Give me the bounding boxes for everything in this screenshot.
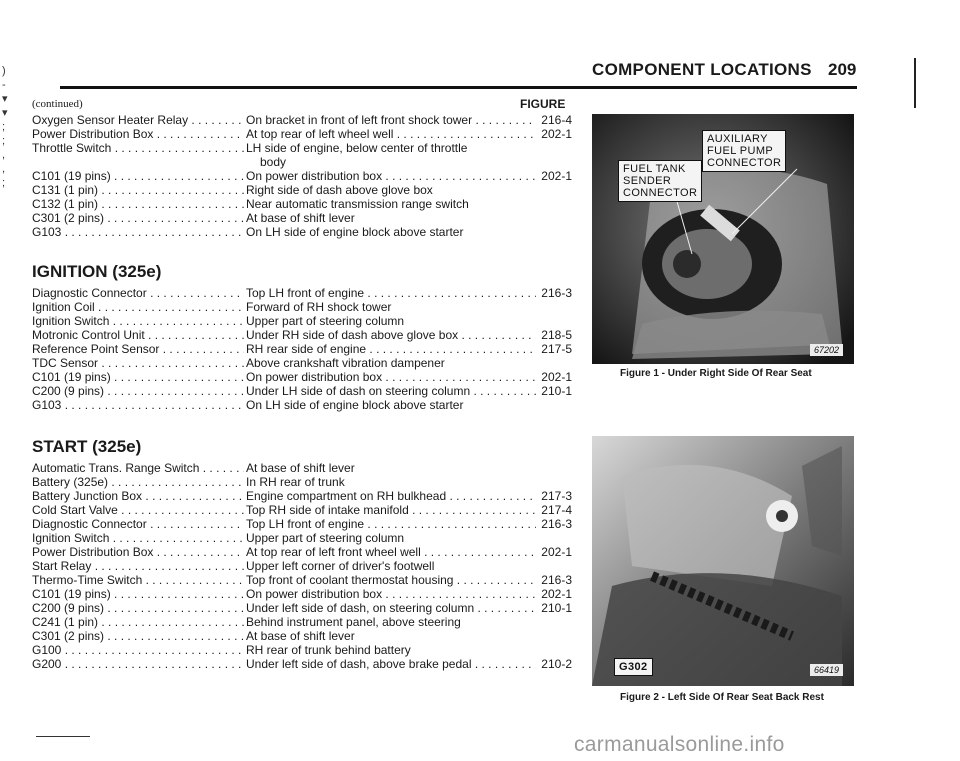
component-location: On LH side of engine block above starter bbox=[246, 225, 464, 239]
callout-line: AUXILIARY bbox=[707, 133, 768, 145]
component-name: C301 (2 pins) . . . bbox=[32, 629, 244, 643]
table-row bbox=[32, 587, 572, 601]
component-name: Automatic Trans. Range Switch . . . bbox=[32, 461, 244, 475]
table-row bbox=[32, 475, 572, 489]
component-name: Power Distribution Box . . . bbox=[32, 127, 244, 141]
figure1-photo bbox=[592, 114, 854, 364]
component-location: Top LH front of engine . . . bbox=[246, 286, 536, 300]
figure2-photo-art bbox=[592, 436, 854, 686]
table-row bbox=[32, 314, 572, 328]
component-name: C101 (19 pins) . . . bbox=[32, 169, 244, 183]
figure-ref: 216-3 bbox=[541, 517, 572, 531]
component-name: Ignition Switch . . . bbox=[32, 531, 244, 545]
table-row bbox=[32, 559, 572, 573]
component-location: Right side of dash above glove box bbox=[246, 183, 433, 197]
figure-ref: 210-1 bbox=[541, 384, 572, 398]
figure-ref: 210-2 bbox=[541, 657, 572, 671]
component-name: Ignition Switch . . . bbox=[32, 314, 244, 328]
component-name: G103 . . . bbox=[32, 398, 244, 412]
component-location: At base of shift lever bbox=[246, 461, 355, 475]
table-row bbox=[32, 127, 572, 141]
component-name: Throttle Switch . . . bbox=[32, 141, 244, 155]
component-name: Oxygen Sensor Heater Relay . . . bbox=[32, 113, 244, 127]
component-name: C200 (9 pins) . . . bbox=[32, 601, 244, 615]
component-name: Ignition Coil . . . bbox=[32, 300, 244, 314]
component-location: Under left side of dash, on steering column . . . bbox=[246, 601, 536, 615]
table-row bbox=[32, 169, 572, 183]
component-name: G103 . . . bbox=[32, 225, 244, 239]
header-rule bbox=[60, 86, 857, 89]
component-name: Diagnostic Connector . . . bbox=[32, 286, 244, 300]
table-row bbox=[32, 197, 572, 211]
component-name: Motronic Control Unit . . . bbox=[32, 328, 244, 342]
component-name: C301 (2 pins) . . . bbox=[32, 211, 244, 225]
component-name: Diagnostic Connector . . . bbox=[32, 517, 244, 531]
table-row bbox=[32, 342, 572, 356]
table-row bbox=[32, 384, 572, 398]
page-title: COMPONENT LOCATIONS bbox=[592, 60, 812, 79]
component-name: C241 (1 pin) . . . bbox=[32, 615, 244, 629]
figure-ref: 202-1 bbox=[541, 370, 572, 384]
figure-ref: 216-3 bbox=[541, 573, 572, 587]
component-name: Power Distribution Box . . . bbox=[32, 545, 244, 559]
component-location: Top RH side of intake manifold . . . bbox=[246, 503, 536, 517]
table-row bbox=[32, 398, 572, 412]
table-row bbox=[32, 183, 572, 197]
component-name: C200 (9 pins) . . . bbox=[32, 384, 244, 398]
component-location: Behind instrument panel, above steering bbox=[246, 615, 461, 629]
callout-g302: G302 bbox=[614, 658, 653, 676]
component-location: Above crankshaft vibration dampener bbox=[246, 356, 445, 370]
figure-ref: 202-1 bbox=[541, 169, 572, 183]
component-name: Battery (325e) . . . bbox=[32, 475, 244, 489]
component-location: Near automatic transmission range switch bbox=[246, 197, 469, 211]
component-location: In RH rear of trunk bbox=[246, 475, 345, 489]
component-name: Battery Junction Box . . . bbox=[32, 489, 244, 503]
callout-auxiliary-fuel-pump bbox=[702, 130, 786, 172]
figure-ref: 216-3 bbox=[541, 286, 572, 300]
table-row bbox=[32, 461, 572, 475]
component-name: G100 . . . bbox=[32, 643, 244, 657]
component-location: Under RH side of dash above glove box . . . bbox=[246, 328, 536, 342]
table-row bbox=[32, 286, 572, 300]
component-location: RH rear side of engine . . . bbox=[246, 342, 536, 356]
figure-ref: 218-5 bbox=[541, 328, 572, 342]
component-name: C101 (19 pins) . . . bbox=[32, 587, 244, 601]
continued-label: (continued) bbox=[32, 98, 83, 110]
table-row bbox=[32, 657, 572, 671]
component-location: At base of shift lever bbox=[246, 211, 355, 225]
component-name: C132 (1 pin) . . . bbox=[32, 197, 244, 211]
table-row bbox=[32, 503, 572, 517]
figure-ref: 202-1 bbox=[541, 127, 572, 141]
component-location: Upper part of steering column bbox=[246, 531, 405, 545]
component-location: At base of shift lever bbox=[246, 629, 355, 643]
callout-line: CONNECTOR bbox=[623, 187, 698, 199]
table-row bbox=[32, 155, 572, 169]
table-row bbox=[32, 643, 572, 657]
callout-line: FUEL TANK bbox=[623, 163, 686, 175]
component-location: Under LH side of dash on steering column . . . bbox=[246, 384, 536, 398]
component-location: On power distribution box . . . bbox=[246, 370, 536, 384]
component-location: On bracket in front of left front shock tower . . . bbox=[246, 113, 536, 127]
binding-marks: ) - ▾ ▾ ; ; , , ; bbox=[2, 65, 8, 189]
figure2-caption: Figure 2 - Left Side Of Rear Seat Back Rest bbox=[620, 692, 824, 703]
figure-ref: 217-5 bbox=[541, 342, 572, 356]
table-row bbox=[32, 629, 572, 643]
figure1-caption: Figure 1 - Under Right Side Of Rear Seat bbox=[620, 368, 812, 379]
figure-ref: 217-3 bbox=[541, 489, 572, 503]
page-number: 209 bbox=[828, 60, 857, 79]
table-row bbox=[32, 211, 572, 225]
page-edge-mark bbox=[914, 58, 916, 108]
component-location: Under left side of dash, above brake pedal . . . bbox=[246, 657, 536, 671]
component-location: Engine compartment on RH bulkhead . . . bbox=[246, 489, 536, 503]
photo-number: 66419 bbox=[810, 664, 843, 676]
component-location: RH rear of trunk behind battery bbox=[246, 643, 411, 657]
figure-column-heading: FIGURE bbox=[520, 97, 566, 111]
table-row bbox=[32, 300, 572, 314]
table-row bbox=[32, 517, 572, 531]
callout-line: FUEL PUMP bbox=[707, 145, 774, 157]
component-name: Thermo-Time Switch . . . bbox=[32, 573, 244, 587]
photo-number: 67202 bbox=[810, 344, 843, 356]
table-row bbox=[32, 615, 572, 629]
component-name: TDC Sensor . . . bbox=[32, 356, 244, 370]
component-name: Cold Start Valve . . . bbox=[32, 503, 244, 517]
component-name: C131 (1 pin) . . . bbox=[32, 183, 244, 197]
component-location: On power distribution box . . . bbox=[246, 587, 536, 601]
figure-ref: 202-1 bbox=[541, 545, 572, 559]
table-row bbox=[32, 531, 572, 545]
component-location: At top rear of left front wheel well . . . bbox=[246, 545, 536, 559]
figure-ref: 217-4 bbox=[541, 503, 572, 517]
callout-line: CONNECTOR bbox=[707, 157, 782, 169]
component-location: On LH side of engine block above starter bbox=[246, 398, 464, 412]
component-location: Top front of coolant thermostat housing . . . bbox=[246, 573, 536, 587]
table-row bbox=[32, 573, 572, 587]
component-location: Forward of RH shock tower bbox=[246, 300, 392, 314]
bottom-dash bbox=[36, 736, 90, 737]
section-title-start: START (325e) bbox=[32, 437, 142, 456]
component-location: At top rear of left wheel well . . . bbox=[246, 127, 536, 141]
watermark: carmanualsonline.info bbox=[574, 733, 785, 756]
figure2-photo bbox=[592, 436, 854, 686]
table-row bbox=[32, 356, 572, 370]
table-row bbox=[32, 601, 572, 615]
callout-line: SENDER bbox=[623, 175, 672, 187]
component-location: Upper part of steering column bbox=[246, 314, 405, 328]
table-row bbox=[32, 113, 572, 127]
figure-ref: 202-1 bbox=[541, 587, 572, 601]
table-row bbox=[32, 328, 572, 342]
table-row bbox=[32, 141, 572, 155]
section-title-ignition: IGNITION (325e) bbox=[32, 262, 162, 281]
table-row bbox=[32, 489, 572, 503]
figure-ref: 216-4 bbox=[541, 113, 572, 127]
component-name: Start Relay . . . bbox=[32, 559, 244, 573]
component-name: G200 . . . bbox=[32, 657, 244, 671]
component-location: On power distribution box . . . bbox=[246, 169, 536, 183]
table-row bbox=[32, 370, 572, 384]
callout-fuel-tank-sender bbox=[618, 160, 702, 202]
component-location: LH side of engine, below center of throttle bbox=[246, 141, 468, 155]
component-location-continued: body bbox=[260, 155, 287, 169]
component-name: Reference Point Sensor . . . bbox=[32, 342, 244, 356]
component-location: Upper left corner of driver's footwell bbox=[246, 559, 435, 573]
table-row bbox=[32, 545, 572, 559]
figure-ref: 210-1 bbox=[541, 601, 572, 615]
table-row bbox=[32, 225, 572, 239]
component-name: C101 (19 pins) . . . bbox=[32, 370, 244, 384]
component-location: Top LH front of engine . . . bbox=[246, 517, 536, 531]
